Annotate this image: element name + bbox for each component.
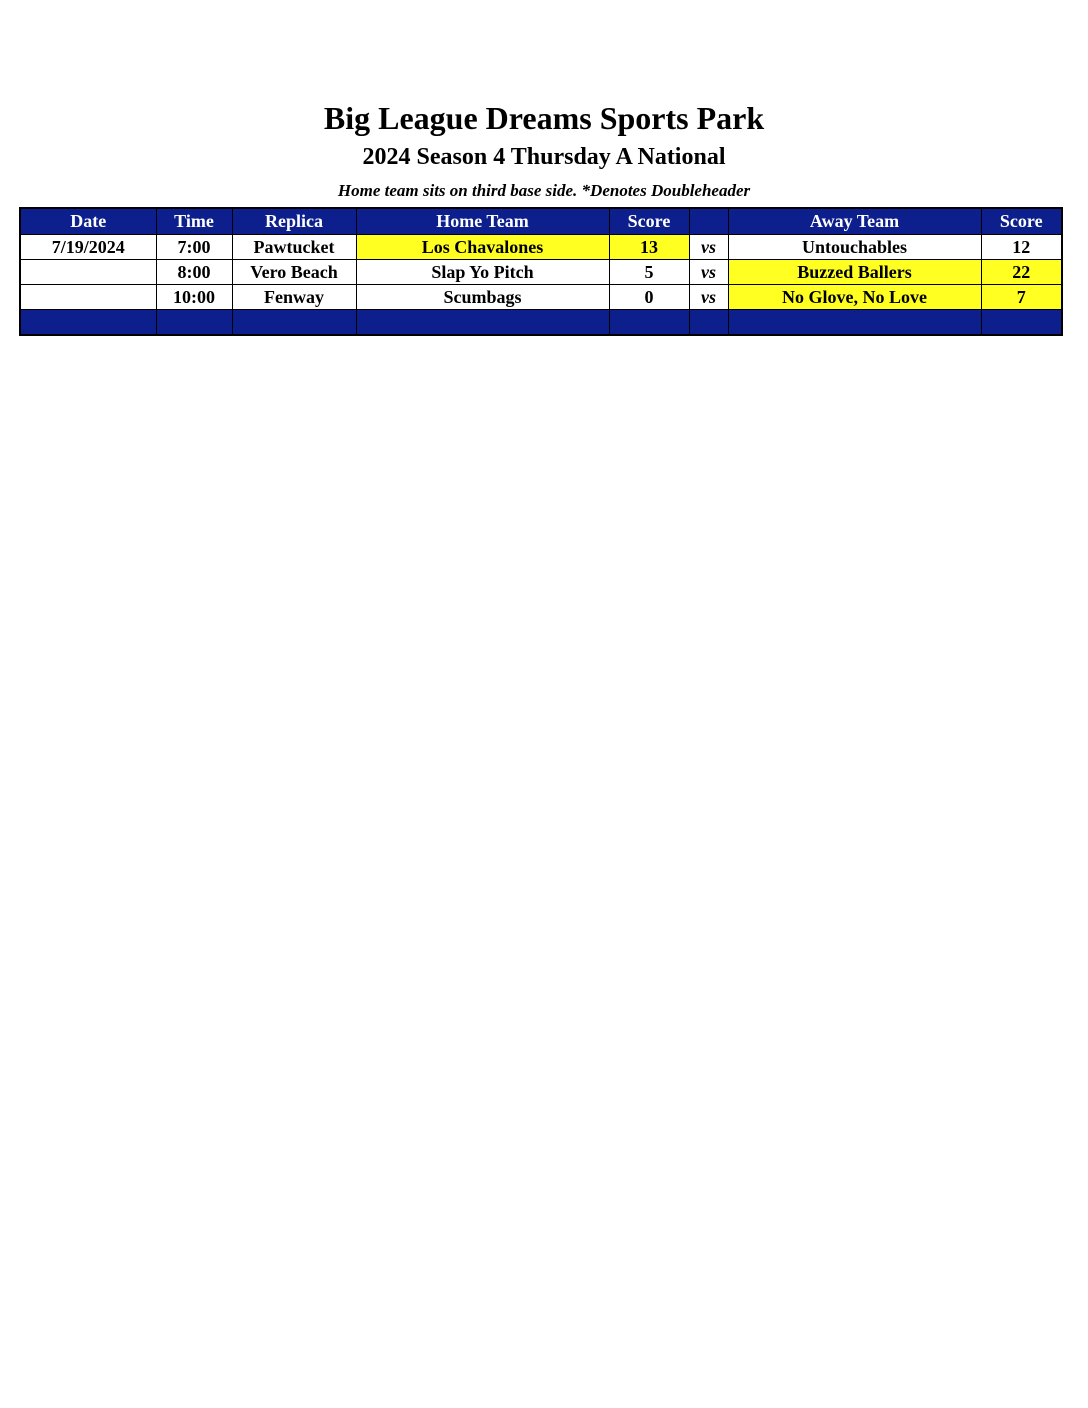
page-subtitle: 2024 Season 4 Thursday A National	[362, 144, 726, 170]
replica-cell: Fenway	[232, 285, 356, 310]
date-cell	[20, 260, 156, 285]
footer-cell	[156, 310, 232, 336]
column-header-away-score: Score	[981, 208, 1062, 235]
date-cell	[20, 285, 156, 310]
column-header-vs	[689, 208, 728, 235]
table-row	[20, 260, 1062, 285]
table-row	[20, 235, 1062, 260]
table-row	[20, 285, 1062, 310]
away-score-cell: 7	[981, 285, 1062, 310]
vs-cell: vs	[689, 260, 728, 285]
away-team-cell: Untouchables	[728, 235, 981, 260]
home-score-cell: 13	[609, 235, 689, 260]
schedule-note: Home team sits on third base side. *Denotes Doubleheader	[337, 181, 751, 200]
column-header-time: Time	[156, 208, 232, 235]
away-team-cell: No Glove, No Love	[728, 285, 981, 310]
footer-cell	[728, 310, 981, 336]
footer-cell	[689, 310, 728, 336]
away-score-cell: 12	[981, 235, 1062, 260]
replica-cell: Vero Beach	[232, 260, 356, 285]
page-title: Big League Dreams Sports Park	[323, 100, 765, 136]
home-team-cell: Slap Yo Pitch	[356, 260, 609, 285]
home-score-cell: 5	[609, 260, 689, 285]
time-cell: 8:00	[156, 260, 232, 285]
replica-cell: Pawtucket	[232, 235, 356, 260]
home-team-cell: Scumbags	[356, 285, 609, 310]
column-header-replica: Replica	[232, 208, 356, 235]
column-header-date: Date	[20, 208, 156, 235]
vs-cell: vs	[689, 235, 728, 260]
footer-cell	[981, 310, 1062, 336]
home-team-cell: Los Chavalones	[356, 235, 609, 260]
away-score-cell: 22	[981, 260, 1062, 285]
footer-cell	[356, 310, 609, 336]
column-header-away-team: Away Team	[728, 208, 981, 235]
table-footer-row	[20, 310, 1062, 336]
home-score-cell: 0	[609, 285, 689, 310]
time-cell: 7:00	[156, 235, 232, 260]
footer-cell	[20, 310, 156, 336]
schedule-table	[19, 207, 1063, 336]
column-header-home-team: Home Team	[356, 208, 609, 235]
date-cell: 7/19/2024	[20, 235, 156, 260]
away-team-cell: Buzzed Ballers	[728, 260, 981, 285]
footer-cell	[232, 310, 356, 336]
table-header-row	[20, 208, 1062, 235]
vs-cell: vs	[689, 285, 728, 310]
column-header-home-score: Score	[609, 208, 689, 235]
time-cell: 10:00	[156, 285, 232, 310]
footer-cell	[609, 310, 689, 336]
